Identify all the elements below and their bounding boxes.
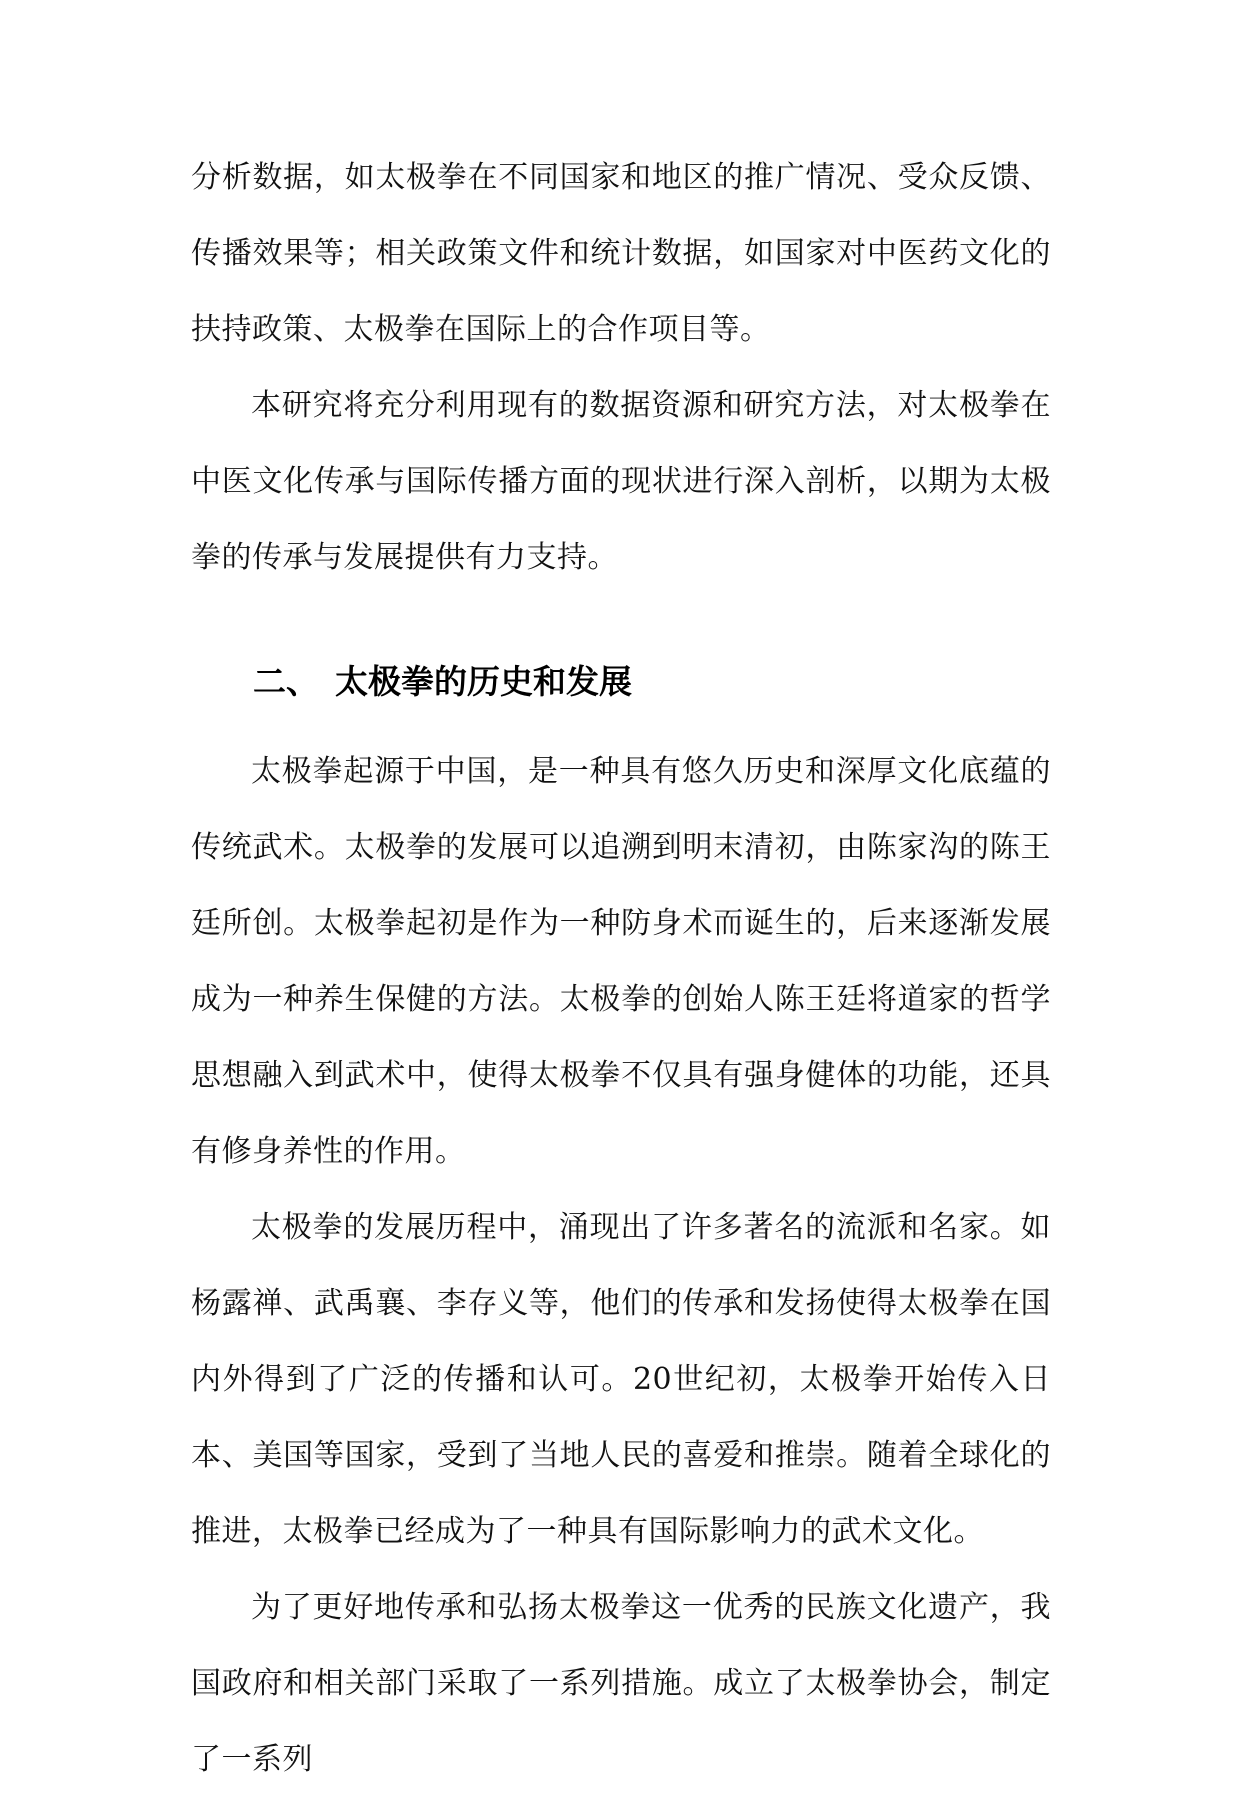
paragraph-research-plan: 本研究将充分利用现有的数据资源和研究方法，对太极拳在中医文化传承与国际传播方面的现状进行深入剖析，以期为太极拳的传承与发展提供有力支持。	[191, 388, 1051, 575]
document-body	[191, 140, 1051, 1798]
paragraph-schools: 太极拳的发展历程中，涌现出了许多著名的流派和名家。如杨露禅、武禹襄、李存义等，他们的传承和发扬使得太极拳在国内外得到了广泛的传播和认可。20世纪初，太极拳开始传入日本、美国等国家，受到了当地人民的喜爱和推崇。随着全球化的推进，太极拳已经成为了一种具有国际影响力的武术文化。	[191, 1210, 1051, 1549]
section-number: 二、	[253, 662, 319, 701]
section-title: 太极拳的历史和发展	[335, 662, 632, 701]
paragraph-data-analysis: 分析数据，如太极拳在不同国家和地区的推广情况、受众反馈、传播效果等；相关政策文件和统计数据，如国家对中医药文化的扶持政策、太极拳在国际上的合作项目等。	[191, 160, 1051, 347]
paragraph-measures: 为了更好地传承和弘扬太极拳这一优秀的民族文化遗产，我国政府和相关部门采取了一系列措施。成立了太极拳协会，制定了一系列	[191, 1590, 1051, 1777]
paragraph-origin: 太极拳起源于中国，是一种具有悠久历史和深厚文化底蕴的传统武术。太极拳的发展可以追溯到明末清初，由陈家沟的陈王廷所创。太极拳起初是作为一种防身术而诞生的，后来逐渐发展成为一种养生保健的方法。太极拳的创始人陈王廷将道家的哲学思想融入到武术中，使得太极拳不仅具有强身健体的功能，还具有修身养性的作用。	[191, 754, 1051, 1169]
section-heading	[191, 644, 1051, 720]
